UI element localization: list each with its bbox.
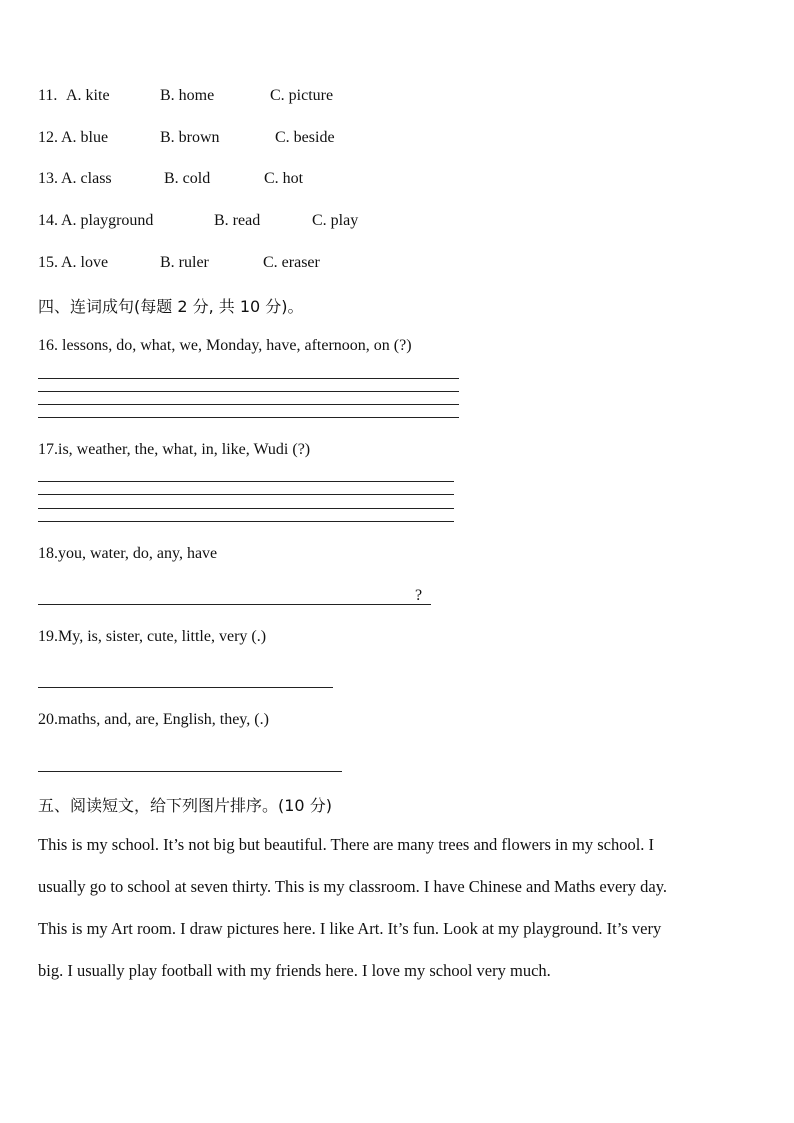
option-b: B. read: [214, 212, 261, 229]
section-4-heading: 四、连词成句(每题 2 分, 共 10 分)。: [38, 297, 304, 316]
option-b: B. home: [160, 87, 215, 104]
sentence-question-20: 20.maths, and, are, English, they, (.): [38, 711, 269, 728]
option-c: C. beside: [275, 129, 335, 146]
answer-line[interactable]: [38, 508, 454, 509]
question-number: 12.: [38, 129, 58, 146]
option-a: A. playground: [61, 212, 154, 229]
answer-line[interactable]: [38, 378, 459, 379]
answer-line[interactable]: [38, 417, 459, 418]
answer-line[interactable]: [38, 404, 459, 405]
choice-question-13: [38, 170, 438, 190]
sentence-question-18: 18.you, water, do, any, have: [38, 545, 218, 562]
sentence-question-16: 16. lessons, do, what, we, Monday, have, afternoon, on (?): [38, 337, 412, 354]
section-5-heading: 五、阅读短文，给下列图片排序。(10 分): [38, 796, 332, 815]
option-b: B. brown: [160, 129, 220, 146]
option-b: B. ruler: [160, 254, 209, 271]
choice-question-12: [38, 129, 438, 149]
option-c: C. hot: [264, 170, 304, 187]
reading-passage-line: usually go to school at seven thirty. This is my classroom. I have Chinese and Maths every day.: [38, 877, 668, 896]
answer-line[interactable]: [38, 771, 342, 772]
option-b: B. cold: [164, 170, 211, 187]
answer-line[interactable]: [38, 481, 454, 482]
question-number: 15.: [38, 254, 58, 271]
reading-passage-line: This is my Art room. I draw pictures here. I like Art. It’s fun. Look at my playground. It’s very: [38, 919, 662, 938]
answer-line[interactable]: [38, 687, 333, 688]
option-a: A. love: [61, 254, 109, 271]
choice-question-15: [38, 254, 438, 274]
question-number: 13.: [38, 170, 58, 187]
sentence-question-19: 19.My, is, sister, cute, little, very (.): [38, 628, 267, 645]
choice-question-11: [38, 87, 438, 107]
option-c: C. eraser: [263, 254, 320, 271]
question-mark: ?: [415, 587, 423, 604]
option-a: A. class: [61, 170, 112, 187]
reading-passage-line: big. I usually play football with my friends here. I love my school very much.: [38, 961, 551, 980]
option-c: C. play: [312, 212, 359, 229]
answer-line[interactable]: [38, 521, 454, 522]
option-a: A. kite: [66, 87, 110, 104]
question-number: 14.: [38, 212, 58, 229]
answer-line[interactable]: [38, 391, 459, 392]
sentence-question-17: 17.is, weather, the, what, in, like, Wudi (?): [38, 441, 311, 458]
option-c: C. picture: [270, 87, 334, 104]
choice-question-14: [38, 212, 438, 232]
answer-line[interactable]: [38, 604, 431, 605]
reading-passage-line: This is my school. It’s not big but beautiful. There are many trees and flowers in my school. I: [38, 835, 655, 854]
question-number: 11.: [38, 87, 58, 104]
answer-line[interactable]: [38, 494, 454, 495]
option-a: A. blue: [61, 129, 109, 146]
